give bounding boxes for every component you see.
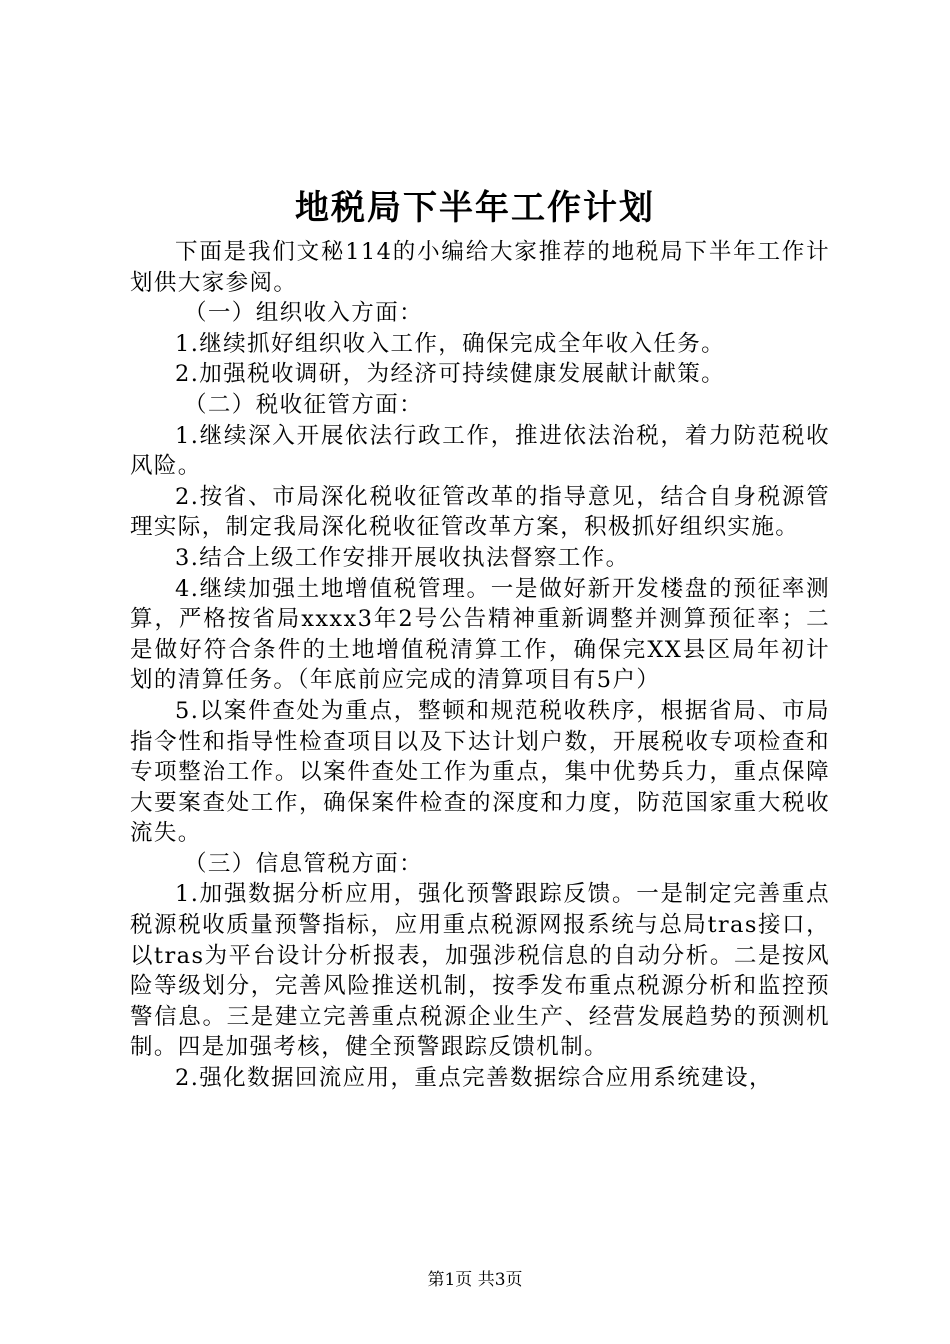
paragraph-item: 4.继续加强土地增值税管理。一是做好新开发楼盘的预征率测算，严格按省局xxxx3年2号公告精神重新调整并测算预征率；二是做好符合条件的土地增值税清算工作，确保完XX县区局年初计划的清算任务。（年底前应完成的清算项目有5户） [130,575,830,694]
document-body [130,237,830,1094]
paragraph-item: 5.以案件查处为重点，整顿和规范税收秩序，根据省局、市局指令性和指导性检查项目以及下达计划户数，开展税收专项检查和专项整治工作。以案件查处工作为重点，集中优势兵力，重点保障大要案查处工作，确保案件检查的深度和力度，防范国家重大税收流失。 [130,697,830,847]
paragraph-intro: 下面是我们文秘114的小编给大家推荐的地税局下半年工作计划供大家参阅。 [130,239,830,296]
paragraph-item: 1.继续深入开展依法行政工作，推进依法治税，着力防范税收风险。 [130,422,830,480]
page-footer: 第1页 共3页 [427,1270,523,1290]
section-heading-information: （三）信息管税方面： [184,850,424,877]
paragraph-item: 1.加强数据分析应用，强化预警跟踪反馈。一是制定完善重点税源税收质量预警指标，应用重点税源网报系统与总局tras接口，以tras为平台设计分析报表，加强涉税信息的自动分析。二是按风险等级划分，完善风险推送机制，按季发布重点税源分析和监控预警信息。三是建立完善重点税源企业生产、经营发展趋势的预测机制。四是加强考核，健全预警跟踪反馈机制。 [130,881,830,1061]
section-heading-revenue: （一）组织收入方面： [184,300,424,327]
document-title: 地税局下半年工作计划 [295,188,655,228]
paragraph-item: 2.强化数据回流应用，重点完善数据综合应用系统建设， [175,1065,773,1092]
section-heading-collection: （二）税收征管方面： [184,391,424,418]
paragraph-item: 3.结合上级工作安排开展收执法督察工作。 [175,544,630,571]
paragraph-item: 1.继续抓好组织收入工作，确保完成全年收入任务。 [175,330,726,357]
paragraph-item: 2.按省、市局深化税收征管改革的指导意见，结合自身税源管理实际，制定我局深化税收征管改革方案，积极抓好组织实施。 [130,483,830,541]
paragraph-item: 2.加强税收调研，为经济可持续健康发展献计献策。 [175,361,726,388]
